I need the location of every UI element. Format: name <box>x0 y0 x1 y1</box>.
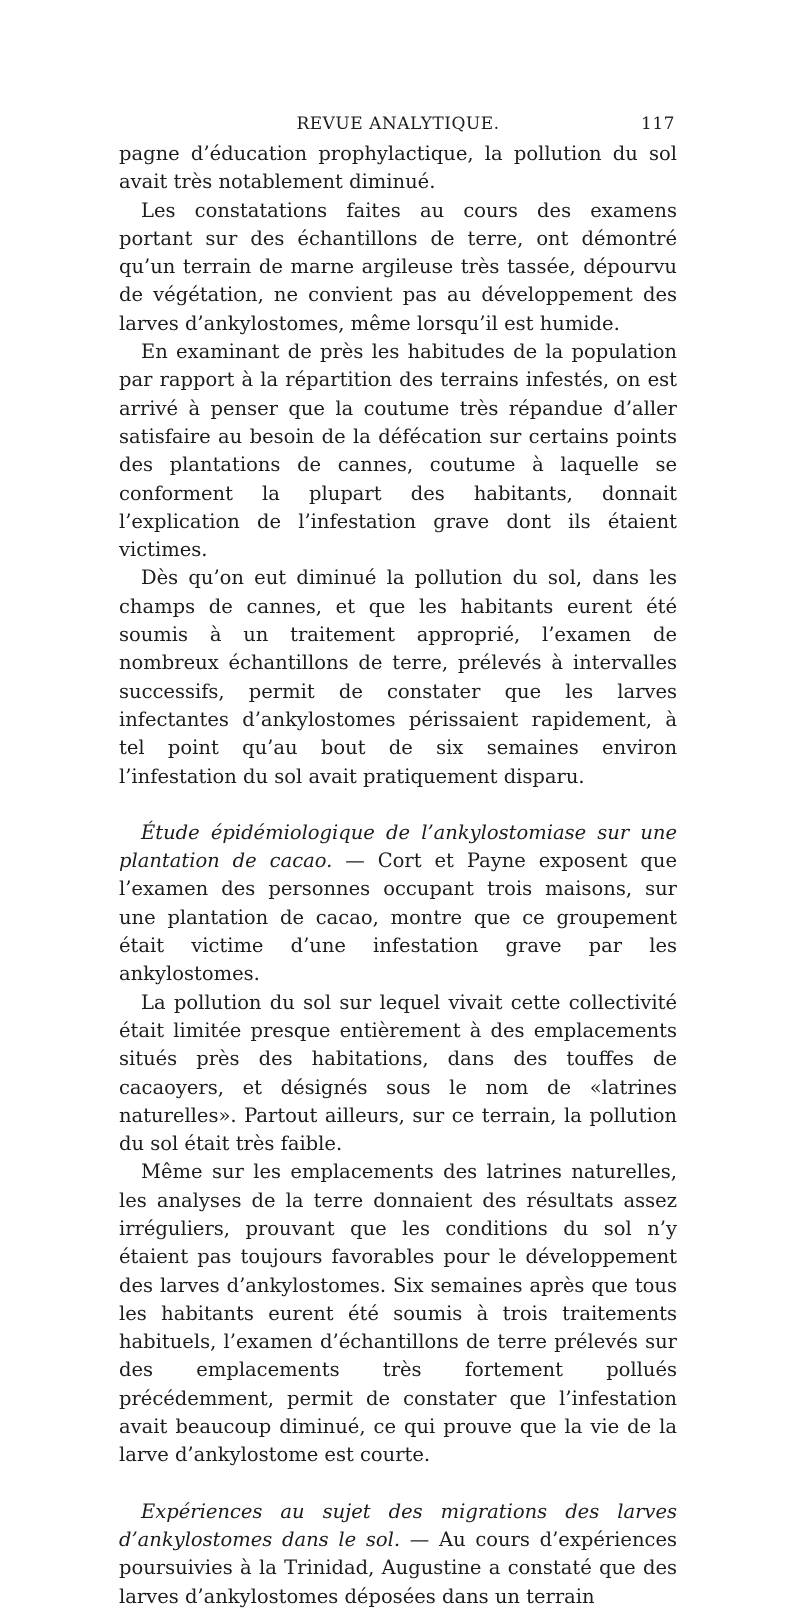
paragraph-soil-samples: Les constatations faites au cours des examens portant sur des échantillons de terre, ont démontré qu’un terrain de marne argileuse très tassée, dépourvu de végétation, ne convient pas au développement des larves d’ankylostomes, même lorsqu’il est humide. <box>119 198 677 335</box>
page-number: 117 <box>641 114 675 134</box>
paragraph-treatment: Dès qu’on eut diminué la pollution du sol, dans les champs de cannes, et que les habitants eurent été soumis à un traitement approprié, l’examen de nombreux échantillons de terre, prélevés à intervalles successifs, permit de constater que les larves infectantes d’ankylostomes périssaient rapidement, à tel point qu’au bout de six semaines environ l’infestation du sol avait pratiquement disparu. <box>119 566 677 788</box>
section-title-cacao: Étude épidémiologique de l’ankylostomiase sur une plantation de cacao. <box>119 820 677 873</box>
paragraph-latrines: La pollution du sol sur lequel vivait cette collectivité était limitée presque entièrement à des emplacements situés près des habitations, dans des touffes de cacaoyers, et désignés sous le nom de «latrines naturelles». Partout ailleurs, sur ce terrain, la pollution du sol était très faible. <box>119 990 677 1156</box>
section-gap <box>119 1470 677 1498</box>
paragraph-continued: pagne d’éducation prophylactique, la pollution du sol avait très notablement diminué. <box>119 142 677 194</box>
section-gap <box>119 791 677 819</box>
section-title-migrations: Expériences au sujet des migrations des larves d’ankylostomes dans le sol. <box>119 1499 677 1551</box>
section-migrations-lead: — Au cours d’expériences poursuivies à la Trinidad, Augustine a constaté que des larves d’ankylostomes déposées dans un terrain <box>119 1527 677 1608</box>
section-cacao-lead: — Cort et Payne exposent que l’examen des personnes occupant trois maisons, sur une plantation de cacao, montre que ce groupement était victime d’une infestation grave par les ankylostomes. <box>119 849 677 986</box>
running-title: REVUE ANALYTIQUE. <box>296 114 500 134</box>
running-header <box>119 110 677 140</box>
section-migrations-intro <box>119 1498 677 1611</box>
paragraph-analyses: Même sur les emplacements des latrines naturelles, les analyses de la terre donnaient des résultats assez irréguliers, prouvant que les conditions du sol n’y étaient pas toujours favorables pour le développement des larves d’ankylostomes. Six semaines après que tous les habitants eurent été soumis à trois traitements habituels, l’examen d’échantillons de terre prélevés sur des emplacements très fortement pollués précédemment, permit de constater que l’infestation avait beaucoup diminué, ce qui prouve que la vie de la larve d’ankylostome est courte. <box>119 1160 677 1467</box>
page <box>119 110 677 1611</box>
paragraph-habits: En examinant de près les habitudes de la population par rapport à la répartition des terrains infestés, on est arrivé à penser que la coutume très répandue d’aller satisfaire au besoin de la défécation sur certains points des plantations de cannes, coutume à laquelle se conforment la plupart des habitants, donnait l’explication de l’infestation grave dont ils étaient victimes. <box>119 340 677 562</box>
section-cacao-intro <box>119 819 677 989</box>
